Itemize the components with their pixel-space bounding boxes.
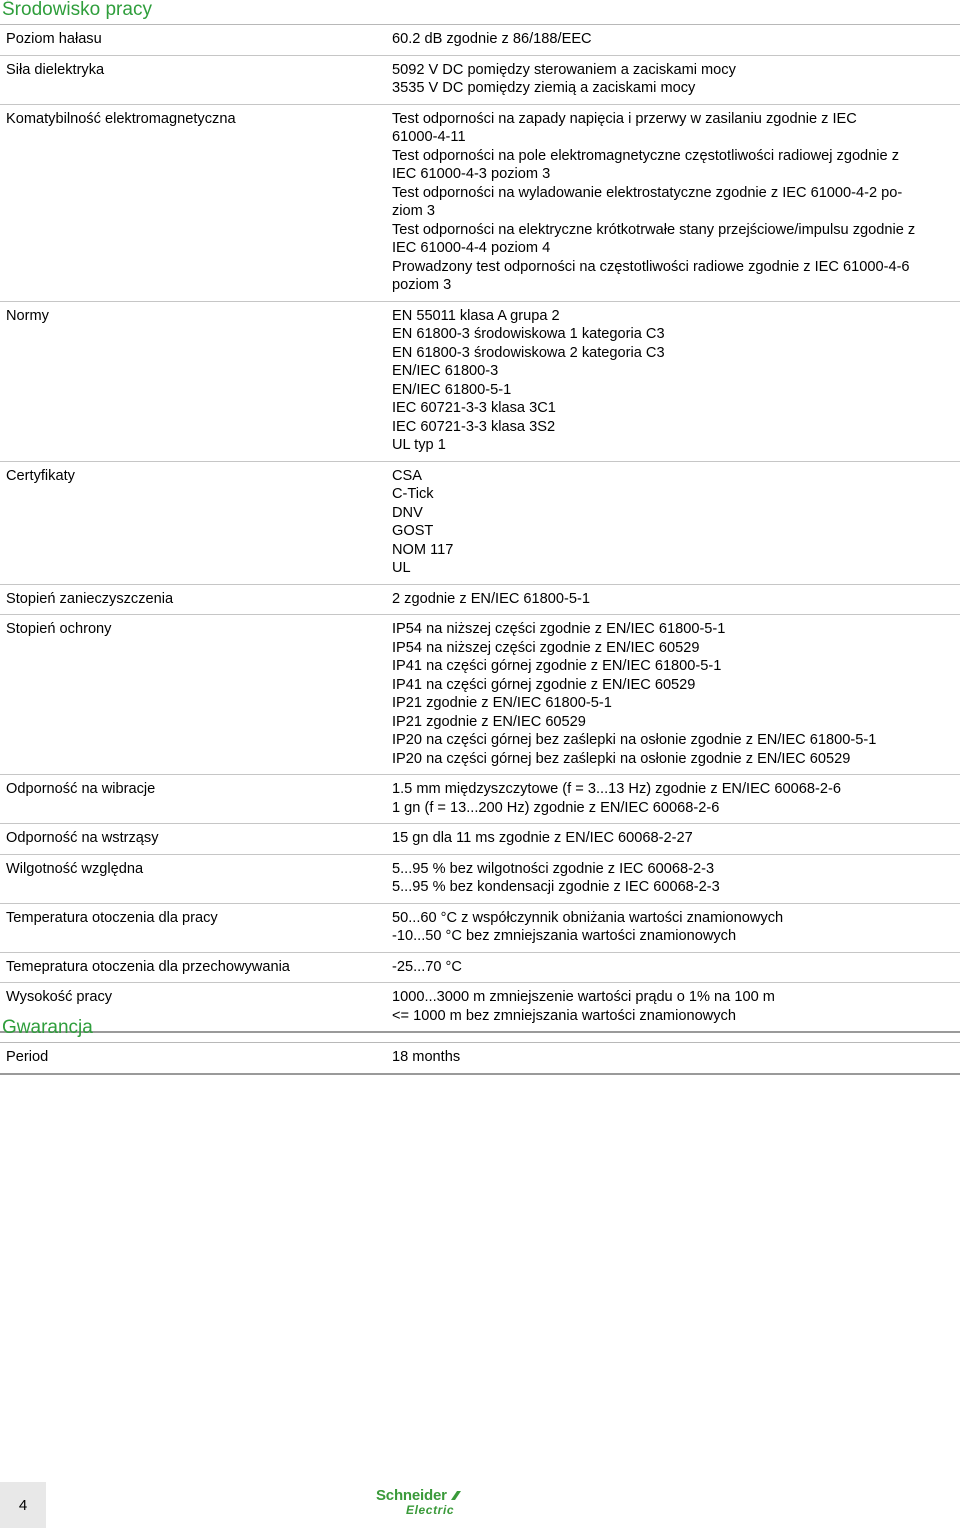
spec-value-line: EN/IEC 61800-5-1 — [392, 381, 512, 398]
spec-value-line: 1.5 mm międzyszczytowe (f = 3...13 Hz) zgodnie z EN/IEC 60068-2-6 — [392, 781, 841, 797]
spec-label: Stopień ochrony — [6, 621, 112, 637]
spec-table — [0, 25, 960, 1033]
spec-value — [392, 829, 952, 848]
spec-value-line: -10...50 °C bez zmniejszania wartości znamionowych — [392, 928, 737, 944]
spec-value-line: EN 61800-3 środowiskowa 2 kategoria C3 — [392, 344, 665, 361]
page-number: 4 — [18, 1496, 28, 1514]
spec-value-line: IEC 61000-4-3 poziom 3 — [392, 166, 551, 182]
spec-value-line: Test odporności na zapady napięcia i przerwy w zasilaniu zgodnie z IEC — [392, 110, 857, 127]
spec-value-line: NOM 117 — [392, 541, 454, 558]
spec-value-line: EN 61800-3 środowiskowa 1 kategoria C3 — [392, 326, 665, 342]
spec-value-line: poziom 3 — [392, 277, 452, 293]
spec-value-line: Test odporności na elektryczne krótkotrwałe stany przejściowe/impulsu zgodnie z — [392, 221, 916, 238]
spec-label: Stopień zanieczyszczenia — [6, 590, 174, 607]
spec-value-line: EN/IEC 61800-3 — [392, 363, 499, 379]
spec-row — [0, 824, 960, 855]
spec-value-line: IP54 na niższej części zgodnie z EN/IEC 61800-5-1 — [392, 621, 726, 637]
spec-value-line: UL typ 1 — [392, 437, 446, 453]
spec-label: Normy — [6, 307, 49, 324]
spec-row — [0, 462, 960, 585]
spec-value-line: IEC 60721-3-3 klasa 3C1 — [392, 400, 556, 416]
spec-table — [0, 1043, 960, 1075]
spec-value — [392, 110, 952, 295]
spec-label: Wilgotność względna — [6, 860, 144, 877]
spec-value-line: IP21 zgodnie z EN/IEC 60529 — [392, 713, 586, 730]
spec-row — [0, 25, 960, 56]
spec-value — [392, 1048, 952, 1067]
spec-value-line: 18 months — [392, 1049, 461, 1065]
logo-mark-icon — [448, 1488, 464, 1504]
spec-value-line: EN 55011 klasa A grupa 2 — [392, 307, 560, 324]
spec-value-line: IP20 na części górnej bez zaślepki na osłonie zgodnie z EN/IEC 61800-5-1 — [392, 732, 877, 748]
spec-value-line: UL — [392, 560, 411, 576]
section-warranty — [0, 1018, 960, 1075]
spec-value-line: 1000...3000 m zmniejszenie wartości prądu o 1% na 100 m — [392, 989, 775, 1005]
spec-value-line: 60.2 dB zgodnie z 86/188/EEC — [392, 31, 592, 47]
spec-label: Period — [6, 1049, 49, 1065]
spec-row — [0, 105, 960, 302]
spec-value-line: Test odporności na wyladowanie elektrostatyczne zgodnie z IEC 61000-4-2 po- — [392, 184, 903, 201]
spec-row — [0, 1043, 960, 1075]
spec-value — [392, 307, 952, 455]
spec-row — [0, 615, 960, 775]
spec-value — [392, 860, 952, 897]
spec-label: Temepratura otoczenia dla przechowywania — [6, 958, 290, 975]
spec-row — [0, 953, 960, 984]
spec-value — [392, 958, 952, 977]
spec-value-line: CSA — [392, 467, 423, 484]
spec-value-line: GOST — [392, 523, 434, 539]
spec-value-line: 2 zgodnie z EN/IEC 61800-5-1 — [392, 590, 590, 607]
spec-value-line: C-Tick — [392, 486, 434, 502]
spec-value-line: 1 gn (f = 13...200 Hz) zgodnie z EN/IEC 60068-2-6 — [392, 799, 720, 816]
spec-row — [0, 904, 960, 953]
spec-label: Komatybilność elektromagnetyczna — [6, 110, 236, 127]
logo-subtext: Electric — [406, 1503, 455, 1517]
spec-label: Temperatura otoczenia dla pracy — [6, 909, 218, 926]
spec-value-line: 50...60 °C z współczynnik obniżania wartości znamionowych — [392, 909, 784, 926]
spec-row — [0, 585, 960, 616]
spec-value-line: 5092 V DC pomiędzy sterowaniem a zaciskami mocy — [392, 61, 736, 78]
schneider-logo — [376, 1488, 466, 1518]
spec-value-line: IP41 na części górnej zgodnie z EN/IEC 60529 — [392, 676, 696, 693]
spec-label: Poziom hałasu — [6, 31, 102, 47]
spec-value — [392, 61, 952, 98]
spec-value-line: ziom 3 — [392, 203, 435, 219]
spec-value-line: IP21 zgodnie z EN/IEC 61800-5-1 — [392, 695, 612, 711]
spec-label: Odporność na wibracje — [6, 781, 156, 797]
spec-value — [392, 30, 952, 49]
spec-value-line: IP54 na niższej części zgodnie z EN/IEC 60529 — [392, 639, 700, 656]
spec-row — [0, 302, 960, 462]
page-number-box — [0, 1482, 46, 1528]
spec-value-line: 15 gn dla 11 ms zgodnie z EN/IEC 60068-2-27 — [392, 830, 693, 846]
spec-row — [0, 56, 960, 105]
spec-value — [392, 909, 952, 946]
spec-value-line: IP41 na części górnej zgodnie z EN/IEC 61800-5-1 — [392, 658, 722, 674]
spec-value-line: 3535 V DC pomiędzy ziemią a zaciskami mocy — [392, 80, 696, 96]
spec-value-line: IP20 na części górnej bez zaślepki na osłonie zgodnie z EN/IEC 60529 — [392, 750, 851, 767]
spec-label: Siła dielektryka — [6, 61, 105, 78]
spec-value-line: -25...70 °C — [392, 958, 462, 975]
section-title: Środowisko pracy — [0, 0, 960, 25]
spec-value-line: DNV — [392, 504, 423, 521]
spec-value-line: <= 1000 m bez zmniejszania wartości znamionowych — [392, 1007, 736, 1024]
spec-value — [392, 780, 952, 817]
spec-value-line: 61000-4-11 — [392, 129, 466, 145]
spec-label: Certyfikaty — [6, 467, 75, 484]
spec-value-line: 5...95 % bez wilgotności zgodnie z IEC 60068-2-3 — [392, 860, 715, 877]
spec-label: Odporność na wstrząsy — [6, 830, 159, 846]
spec-value-line: IEC 61000-4-4 poziom 4 — [392, 240, 551, 256]
spec-value-line: Prowadzony test odporności na częstotliwości radiowe zgodnie z IEC 61000-4-6 — [392, 258, 910, 275]
section-title: Gwarancja — [0, 1018, 960, 1043]
logo-wordmark: Schneider — [376, 1487, 447, 1504]
spec-row — [0, 855, 960, 904]
spec-label: Wysokość pracy — [6, 989, 113, 1005]
spec-value — [392, 467, 952, 578]
spec-value-line: IEC 60721-3-3 klasa 3S2 — [392, 418, 556, 435]
spec-value — [392, 590, 952, 609]
spec-row — [0, 775, 960, 824]
spec-value-line: 5...95 % bez kondensacji zgodnie z IEC 60068-2-3 — [392, 879, 720, 895]
spec-value-line: Test odporności na pole elektromagnetyczne częstotliwości radiowej zgodnie z — [392, 147, 899, 164]
spec-value — [392, 620, 952, 768]
